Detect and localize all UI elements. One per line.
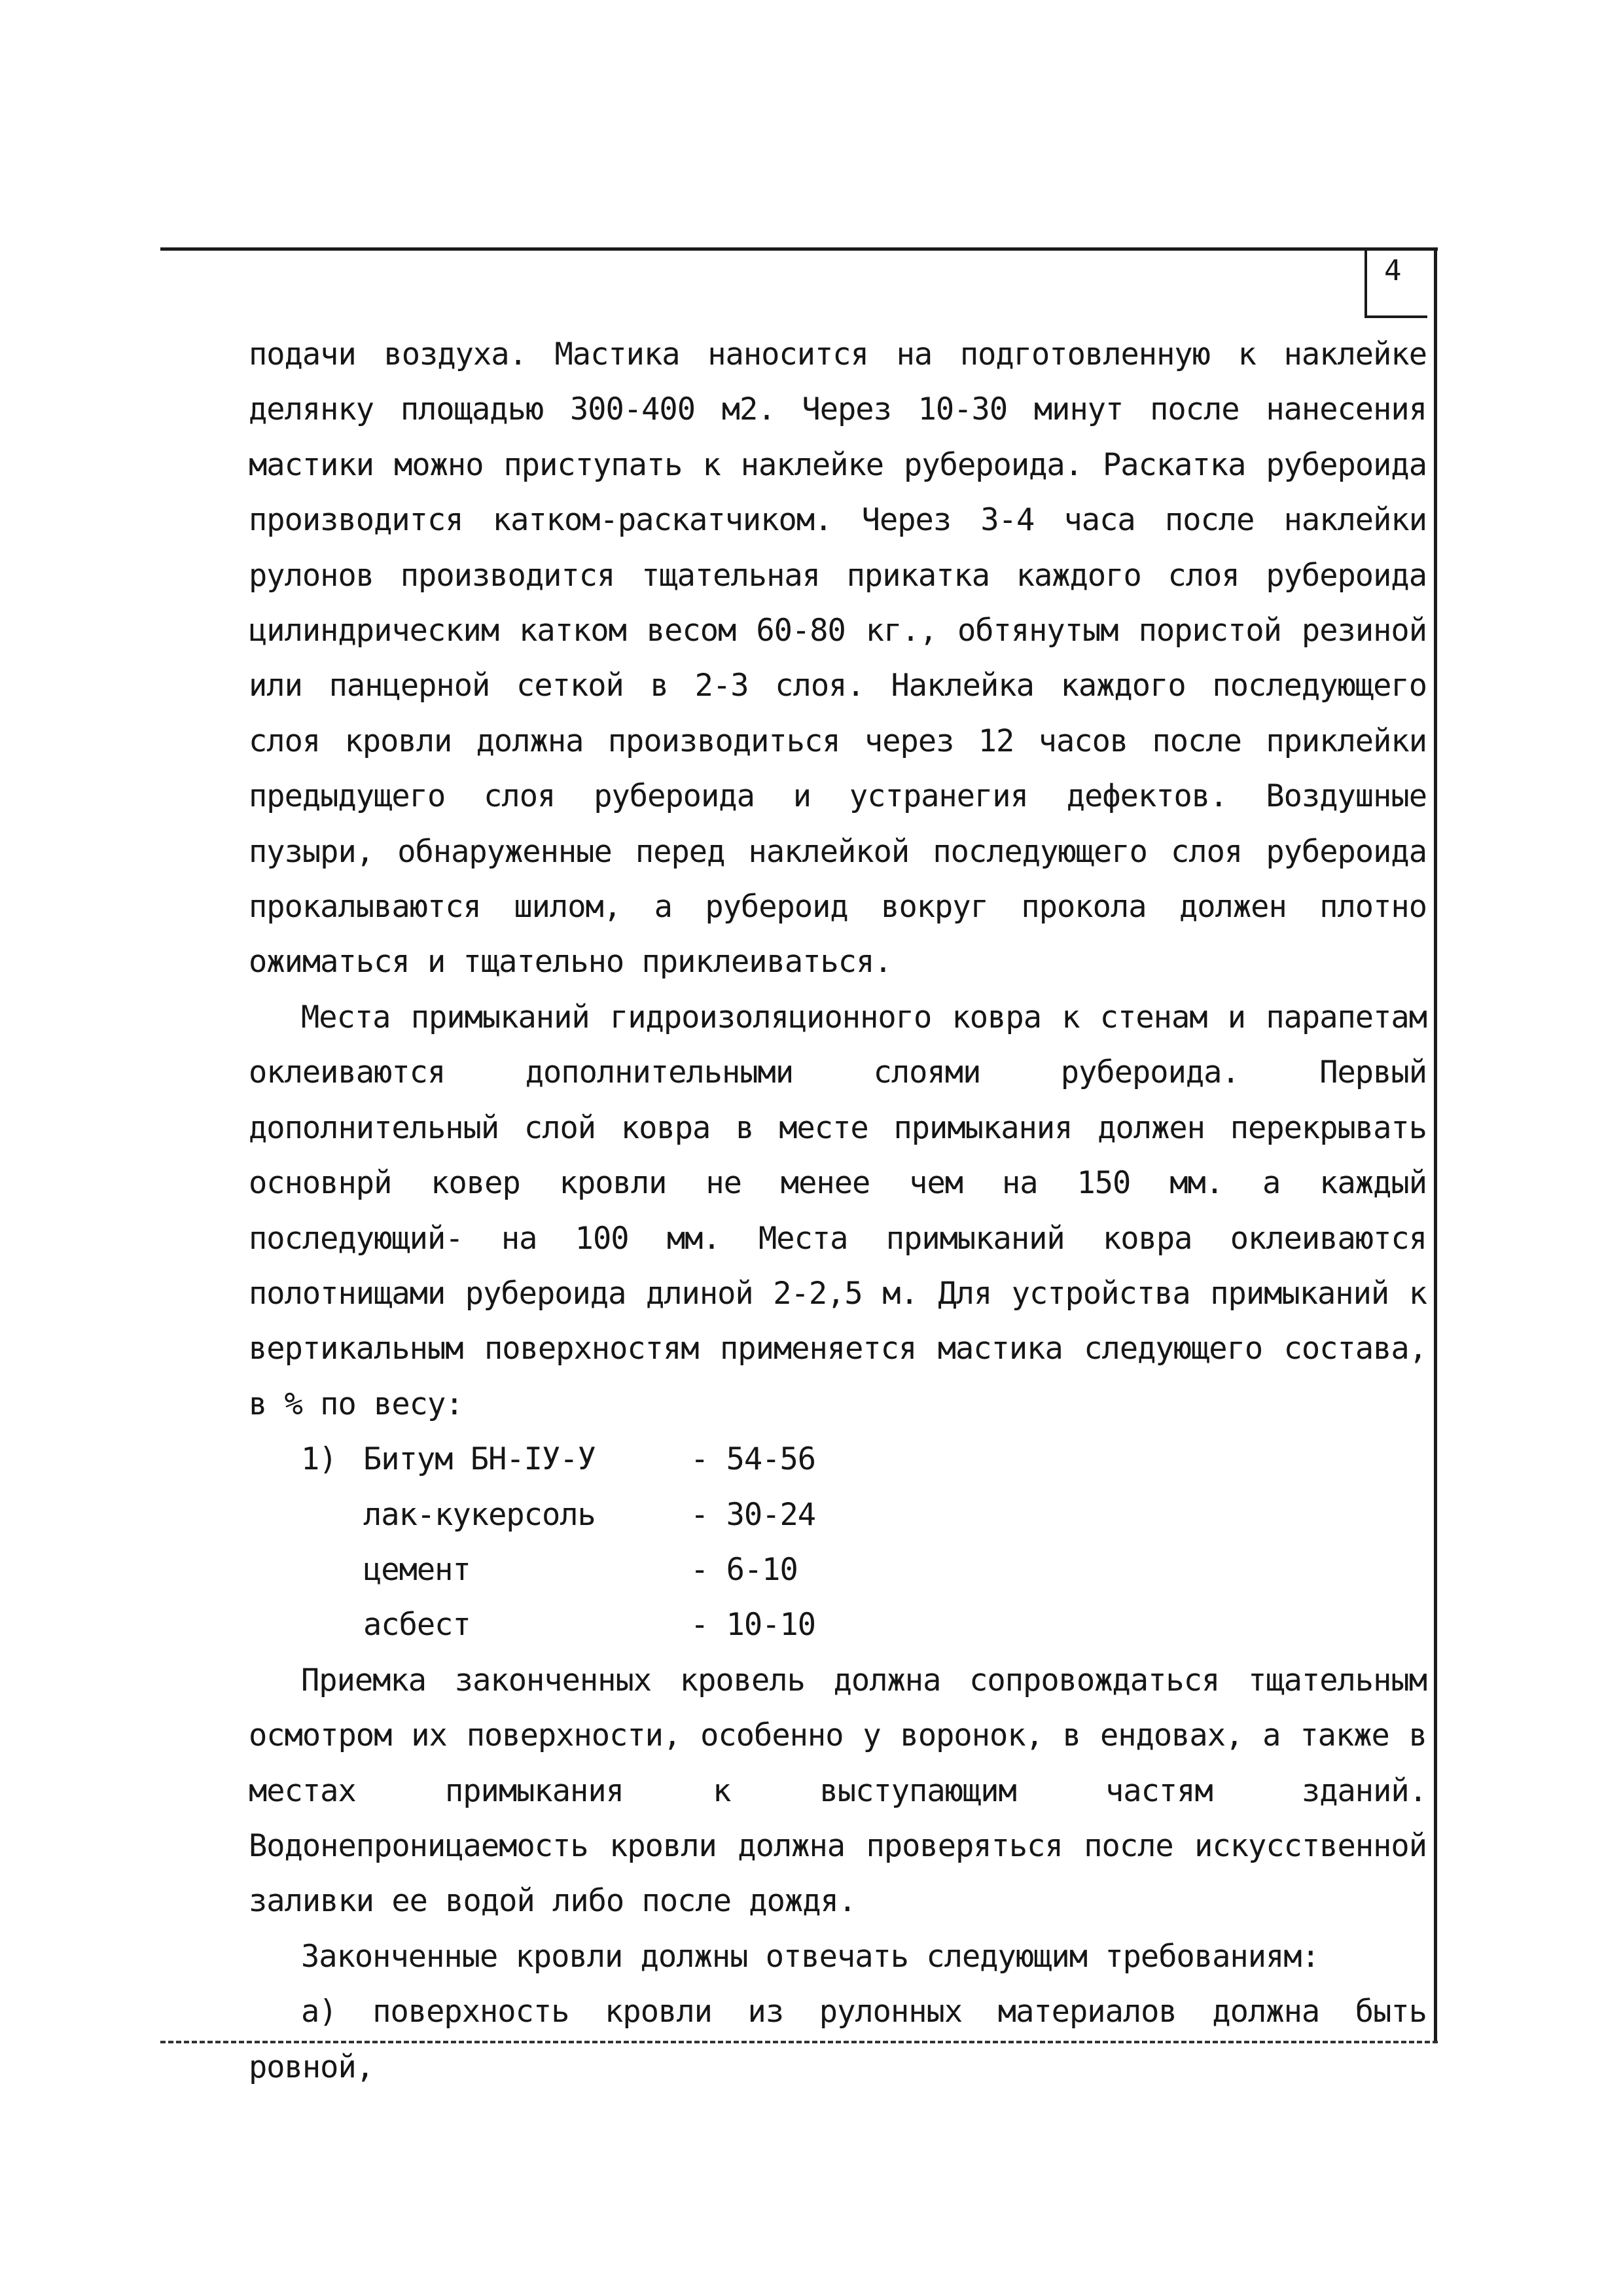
paragraph-acceptance: Приемка законченных кровель должна сопровождаться тщательным осмотром их поверхности, особенно у воронок, в ендовах, а также в местах примыкания к выступающим частям зданий. Водонепроницаемость кровли должна проверяться после искусственной заливки ее водой либо после дождя.	[249, 1662, 1427, 1920]
paragraph-roofing-application: подачи воздуха. Мастика наносится на подготовленную к наклейке делянку площадью 300-400 м2. Через 10-30 минут после нанесения мастики можно приступать к наклейке рубероида. Раскатка рубероида производится катком-раскатчиком. Через 3-4 часа после наклейки рулонов производится тщательная прикатка каждого слоя рубероида цилиндрическим катком весом 60-80 кг., обтянутым пористой резиной или панцерной сеткой в 2-3 слоя. Наклейка каждого последующего слоя кровли должна производиться через 12 часов после приклейки предыдущего слоя рубероида и устранегия дефектов. Воздушные пузыри, обнаруженные перед наклейкой последующего слоя рубероида прокалываются шилом, а рубероид вокруг прокола должен плотно ожиматься и тщательно приклеиваться.	[249, 336, 1427, 980]
table-row	[301, 1543, 952, 1598]
table-row	[301, 1432, 952, 1487]
mastic-composition-table	[301, 1432, 952, 1653]
row-number	[301, 1543, 363, 1598]
table-row	[301, 1488, 952, 1543]
component-percent: - 54-56	[690, 1441, 816, 1478]
component-name: цемент	[363, 1551, 471, 1588]
page-frame-right	[1434, 247, 1437, 2041]
component-percent: - 30-24	[690, 1496, 816, 1533]
row-number: 1)	[301, 1441, 337, 1478]
component-name: асбест	[363, 1607, 471, 1643]
row-number	[301, 1488, 363, 1543]
component-name: Битум БН-IУ-У	[363, 1441, 596, 1478]
paragraph-requirements-intro: Законченные кровли должны отвечать следующим требованиям:	[301, 1938, 1319, 1975]
component-name: лак-кукерсоль	[363, 1496, 596, 1533]
page-frame-top	[160, 247, 1438, 251]
row-number	[301, 1598, 363, 1653]
document-body	[249, 327, 1427, 2095]
component-percent: - 6-10	[690, 1551, 798, 1588]
page-number: 4	[1364, 247, 1427, 318]
table-row	[301, 1598, 952, 1653]
component-percent: - 10-10	[690, 1607, 816, 1643]
list-item-a: а) поверхность кровли из рулонных материалов должна быть ровной,	[249, 1994, 1427, 2085]
paragraph-abutments: Места примыканий гидроизоляционного ковра к стенам и парапетам оклеиваются дополнительными слоями рубероида. Первый дополнительный слой ковра в месте примыкания должен перекрывать основнрй ковер кровли не менее чем на 150 мм. а каждый последующий- на 100 мм. Места примыканий ковра оклеиваются полотнищами рубероида длиной 2-2,5 м. Для устройства примыканий к вертикальным поверхностям применяется мастика следующего состава, в % по весу:	[249, 999, 1427, 1422]
